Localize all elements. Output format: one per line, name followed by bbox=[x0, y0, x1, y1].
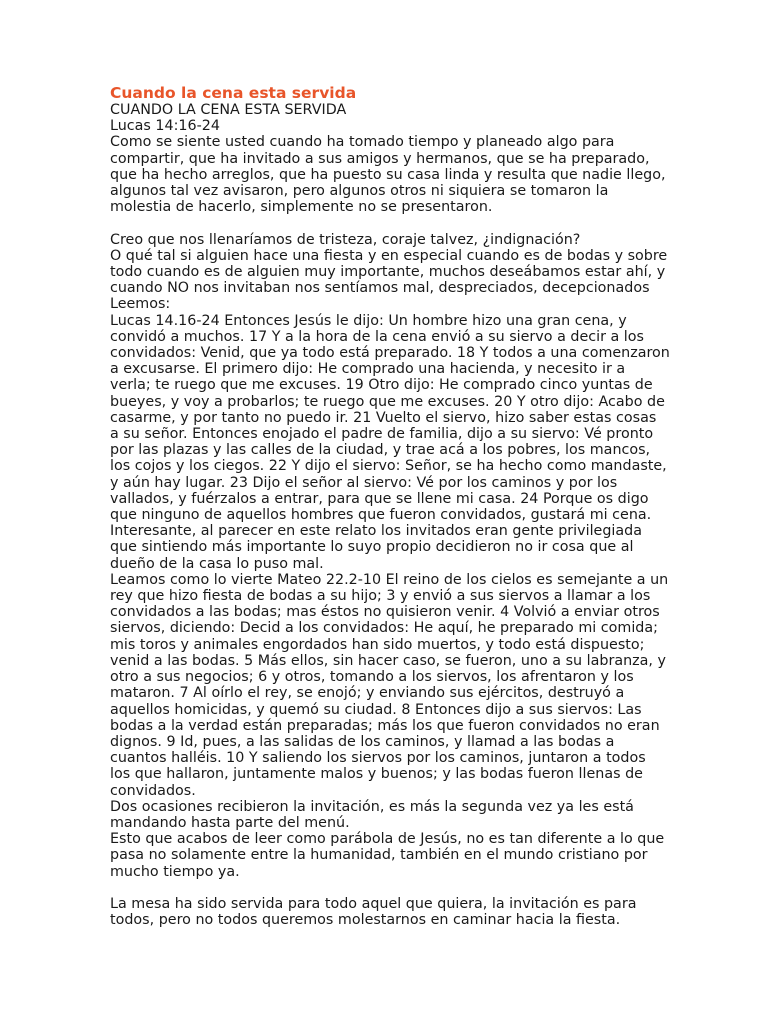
text-line: mandando hasta parte del menú. bbox=[110, 814, 350, 831]
text-line: todo cuando es de alguien muy importante, muchos deseábamos estar ahí, y bbox=[110, 264, 666, 281]
text-line: Creo que nos llenaríamos de tristeza, coraje talvez, ¿indignación? bbox=[110, 231, 581, 248]
text-line: los que hallaron, juntamente malos y buenos; y las bodas fueron llenas de bbox=[110, 766, 643, 783]
text-line: los cojos y los ciegos. 22 Y dijo el siervo: Señor, se ha hecho como mandaste, bbox=[110, 458, 667, 475]
text-line: a su señor. Entonces enojado el padre de familia, dijo a su siervo: Vé pronto bbox=[110, 426, 654, 443]
text-line: Esto que acabos de leer como parábola de Jesús, no es tan diferente a lo que bbox=[110, 831, 665, 848]
text-line: aquellos homicidas, y quemó su ciudad. 8 Entonces dijo a sus siervos: Las bbox=[110, 701, 642, 718]
text-line: convidados. bbox=[110, 782, 196, 799]
text-line: y aún hay lugar. 23 Dijo el señor al siervo: Vé por los caminos y por los bbox=[110, 474, 618, 491]
text-line: mucho tiempo ya. bbox=[110, 863, 240, 880]
text-line: dignos. 9 Id, pues, a las salidas de los caminos, y llamad a las bodas a bbox=[110, 733, 615, 750]
text-line: que ha hecho arreglos, que ha puesto su casa linda y resulta que nadie llego, bbox=[110, 166, 666, 183]
paragraph-break bbox=[110, 215, 662, 231]
text-line: vallados, y fuérzalos a entrar, para que se llene mi casa. 24 Porque os digo bbox=[110, 490, 649, 507]
text-line: siervos, diciendo: Decid a los convidados: He aquí, he preparado mi comida; bbox=[110, 620, 658, 637]
text-line: La mesa ha sido servida para todo aquel que quiera, la invitación es para bbox=[110, 895, 637, 912]
text-line: Leamos como lo vierte Mateo 22.2-10 El reino de los cielos es semejante a un bbox=[110, 571, 669, 588]
text-line: todos, pero no todos queremos molestarnos en caminar hacia la fiesta. bbox=[110, 912, 621, 929]
text-line: dueño de la casa lo puso mal. bbox=[110, 555, 324, 572]
text-line: convidados: Venid, que ya todo está preparado. 18 Y todos a una comenzaron bbox=[110, 345, 670, 362]
text-line: bodas a la verdad están preparadas; más los que fueron convidados no eran bbox=[110, 717, 660, 734]
text-line: mataron. 7 Al oírlo el rey, se enojó; y enviando sus ejércitos, destruyó a bbox=[110, 685, 625, 702]
text-line: Lucas 14.16-24 Entonces Jesús le dijo: Un hombre hizo una gran cena, y bbox=[110, 312, 627, 329]
document-page bbox=[110, 84, 670, 929]
text-line: rey que hizo fiesta de bodas a su hijo; 3 y envió a sus siervos a llamar a los bbox=[110, 588, 651, 605]
text-line: bueyes, y voy a probarlos; te ruego que me excuses. 20 Y otro dijo: Acabo de bbox=[110, 393, 665, 410]
text-line: algunos tal vez avisaron, pero algunos otros ni siquiera se tomaron la bbox=[110, 183, 609, 200]
text-line: a excusarse. El primero dijo: He comprado una hacienda, y necesito ir a bbox=[110, 361, 626, 378]
text-line: pasa no solamente entre la humanidad, también en el mundo cristiano por bbox=[110, 847, 648, 864]
text-line: por las plazas y las calles de la ciudad, y trae acá a los pobres, los mancos, bbox=[110, 442, 651, 459]
text-line: Lucas 14:16-24 bbox=[110, 118, 220, 135]
text-line: convidados a las bodas; mas éstos no quisieron venir. 4 Volvió a enviar otros bbox=[110, 604, 660, 621]
text-line: verla; te ruego que me excuses. 19 Otro dijo: He comprado cinco yuntas de bbox=[110, 377, 653, 394]
text-line: que ninguno de aquellos hombres que fueron convidados, gustará mi cena. bbox=[110, 507, 652, 524]
paragraph-break bbox=[110, 880, 662, 896]
text-line: Leemos: bbox=[110, 296, 171, 313]
text-line: otro a sus negocios; 6 y otros, tomando a los siervos, los afrentaron y los bbox=[110, 669, 634, 686]
text-line: que sintiendo más importante lo suyo propio decidieron no ir cosa que al bbox=[110, 539, 634, 556]
text-line: compartir, que ha invitado a sus amigos y hermanos, que se ha preparado, bbox=[110, 150, 650, 167]
text-line: cuantos halléis. 10 Y saliendo los siervos por los caminos, juntaron a todos bbox=[110, 750, 646, 767]
document-body bbox=[110, 102, 670, 929]
text-line: casarme, y por tanto no puedo ir. 21 Vuelto el siervo, hizo saber estas cosas bbox=[110, 409, 657, 426]
text-line: molestia de hacerlo, simplemente no se presentaron. bbox=[110, 199, 493, 216]
document-title: Cuando la cena esta servida bbox=[110, 84, 357, 102]
text-line: mis toros y animales engordados han sido muertos, y todo está dispuesto; bbox=[110, 636, 645, 653]
text-line: convidó a muchos. 17 Y a la hora de la cena envió a su siervo a decir a los bbox=[110, 328, 644, 345]
text-line: CUANDO LA CENA ESTA SERVIDA bbox=[110, 102, 347, 118]
text-line: Interesante, al parecer en este relato los invitados eran gente privilegiada bbox=[110, 523, 642, 540]
text-line: cuando NO nos invitaban nos sentíamos mal, despreciados, decepcionados bbox=[110, 280, 650, 297]
text-line: Dos ocasiones recibieron la invitación, es más la segunda vez ya les está bbox=[110, 798, 634, 815]
text-line: venid a las bodas. 5 Más ellos, sin hacer caso, se fueron, uno a su labranza, y bbox=[110, 652, 666, 669]
text-line: Como se siente usted cuando ha tomado tiempo y planeado algo para bbox=[110, 134, 615, 151]
text-line: O qué tal si alguien hace una fiesta y en especial cuando es de bodas y sobre bbox=[110, 247, 668, 264]
